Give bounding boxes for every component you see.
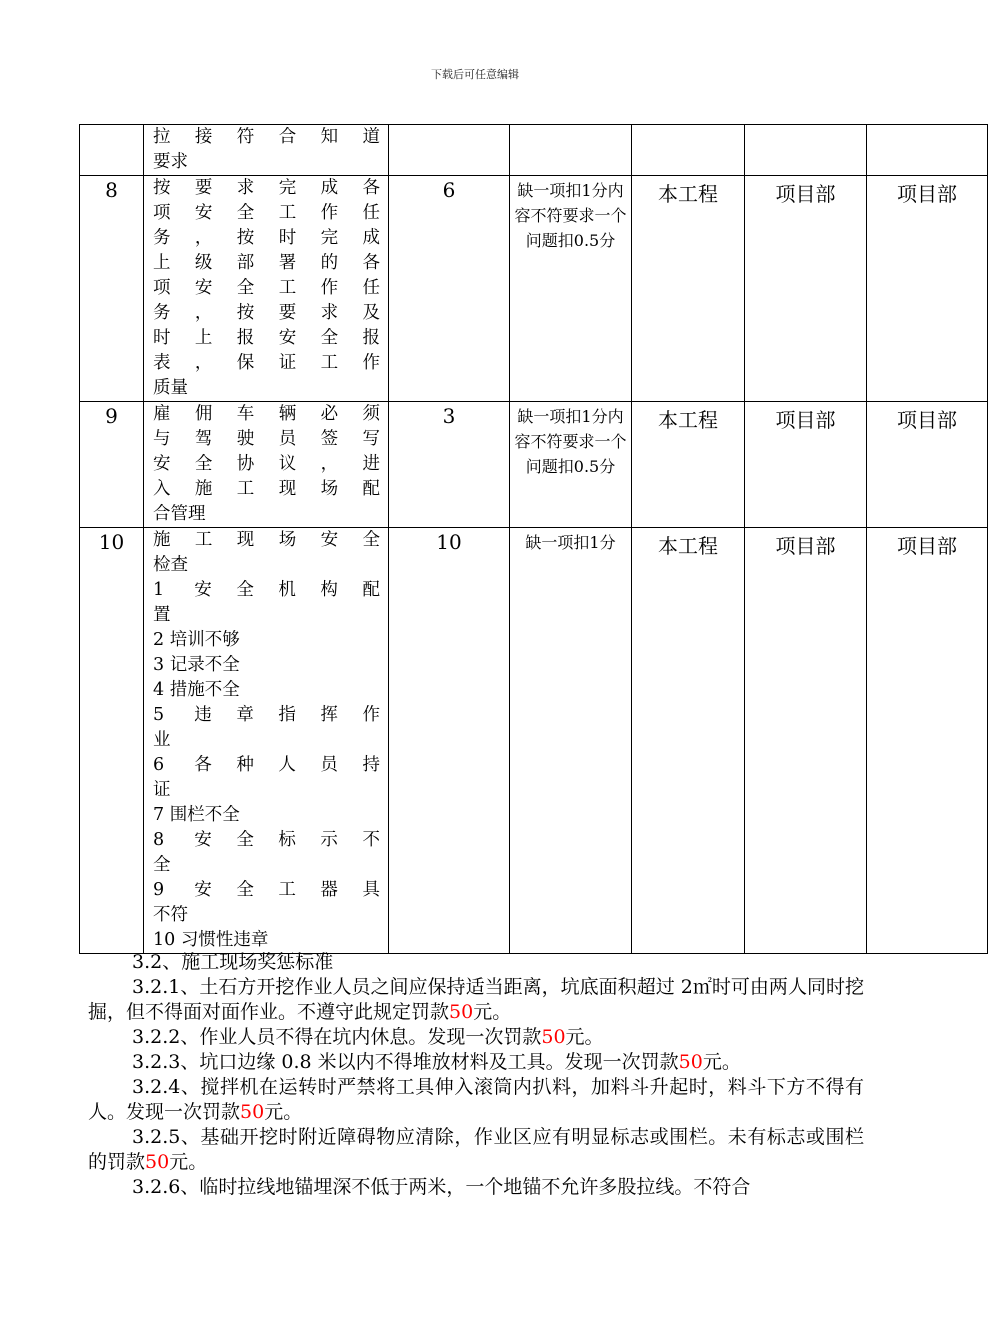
item-line: 安全协议，进 <box>153 454 380 474</box>
row-number: 8 <box>80 176 144 402</box>
rule-3-2-4: 3.2.4、搅拌机在运转时严禁将工具伸入滚筒内扒料，加料斗升起时，料斗下方不得有人。发现一次罚款50元。 <box>88 1076 864 1123</box>
item-line: 检查 <box>153 555 188 575</box>
scope-cell <box>632 125 745 176</box>
deduction-rule <box>510 125 632 176</box>
score-cell: 3 <box>389 402 510 528</box>
table-row <box>80 125 988 176</box>
fine-amount: 50 <box>240 1101 265 1123</box>
item-line: 与驾驶员签写 <box>153 429 380 449</box>
item-line: 7 围栏不全 <box>153 805 240 825</box>
rule-3-2-2: 3.2.2、作业人员不得在坑内休息。发现一次罚款50元。 <box>132 1026 604 1048</box>
deduction-rule: 缺一项扣1分内容不符要求一个问题扣0.5分 <box>510 176 632 402</box>
item-line: 上级部署的各 <box>153 253 380 273</box>
checker-cell: 项目部 <box>867 528 988 954</box>
row-number: 10 <box>80 528 144 954</box>
fine-amount: 50 <box>541 1026 566 1048</box>
responsible-cell: 项目部 <box>745 176 867 402</box>
fine-amount: 50 <box>678 1051 703 1073</box>
item-line: 合管理 <box>153 504 206 524</box>
fine-amount: 50 <box>449 1001 474 1023</box>
item-line: 项安全工作任 <box>153 278 380 298</box>
item-line: 1 安全机构配 <box>153 580 380 600</box>
responsible-cell <box>745 125 867 176</box>
item-line: 不符 <box>153 905 188 925</box>
item-line: 6 各种人员持 <box>153 755 380 775</box>
item-line: 3 记录不全 <box>153 655 240 675</box>
scope-cell: 本工程 <box>632 176 745 402</box>
rule-3-2-6: 3.2.6、临时拉线地锚埋深不低于两米，一个地锚不允许多股拉线。不符合 <box>132 1176 751 1198</box>
table-row <box>80 176 988 402</box>
item-line: 9 安全工器具 <box>153 880 380 900</box>
item-line: 入施工现场配 <box>153 479 380 499</box>
item-line: 施工现场安全 <box>153 530 380 550</box>
table-row <box>80 528 988 954</box>
item-description <box>144 528 389 954</box>
section-heading: 3.2、施工现场奖惩标准 <box>132 951 334 973</box>
item-line: 10 习惯性违章 <box>153 930 269 950</box>
item-description <box>144 176 389 402</box>
item-line: 要求 <box>153 152 188 172</box>
item-line: 2 培训不够 <box>153 630 240 650</box>
reward-penalty-section <box>88 950 864 1200</box>
item-line: 雇佣车辆必须 <box>153 404 380 424</box>
item-line: 拉接符合知道 <box>153 127 380 147</box>
item-line: 业 <box>153 730 171 750</box>
row-number: 9 <box>80 402 144 528</box>
checker-cell: 项目部 <box>867 402 988 528</box>
fine-amount: 50 <box>145 1151 170 1173</box>
row-number <box>80 125 144 176</box>
table-row <box>80 402 988 528</box>
checker-cell: 项目部 <box>867 176 988 402</box>
item-line: 5 违章指挥作 <box>153 705 380 725</box>
page-header: 下载后可任意编辑 <box>431 68 519 81</box>
item-line: 质量 <box>153 378 188 398</box>
item-line: 时上报安全报 <box>153 328 380 348</box>
item-line: 8 安全标示不 <box>153 830 380 850</box>
checker-cell <box>867 125 988 176</box>
score-cell: 10 <box>389 528 510 954</box>
item-line: 置 <box>153 605 171 625</box>
item-line: 按要求完成各 <box>153 178 380 198</box>
item-line: 务，按要求及 <box>153 303 380 323</box>
scope-cell: 本工程 <box>632 402 745 528</box>
score-cell: 6 <box>389 176 510 402</box>
item-line: 务，按时完成 <box>153 228 380 248</box>
item-line: 全 <box>153 855 171 875</box>
item-line: 4 措施不全 <box>153 680 240 700</box>
item-description <box>144 402 389 528</box>
deduction-rule: 缺一项扣1分内容不符要求一个问题扣0.5分 <box>510 402 632 528</box>
responsible-cell: 项目部 <box>745 402 867 528</box>
responsible-cell: 项目部 <box>745 528 867 954</box>
item-line: 证 <box>153 780 171 800</box>
item-line: 表，保证工作 <box>153 353 380 373</box>
deduction-rule: 缺一项扣1分 <box>510 528 632 954</box>
rule-3-2-3: 3.2.3、坑口边缘 0.8 米以内不得堆放材料及工具。发现一次罚款50元。 <box>132 1051 741 1073</box>
scope-cell: 本工程 <box>632 528 745 954</box>
score-cell <box>389 125 510 176</box>
rule-3-2-5: 3.2.5、基础开挖时附近障碍物应清除，作业区应有明显标志或围栏。未有标志或围栏的罚款50元。 <box>88 1126 864 1173</box>
item-description <box>144 125 389 176</box>
rule-3-2-1: 3.2.1、土石方开挖作业人员之间应保持适当距离，坑底面积超过 2㎡时可由两人同时挖掘，但不得面对面作业。不遵守此规定罚款50元。 <box>88 976 864 1023</box>
item-line: 项安全工作任 <box>153 203 380 223</box>
inspection-table <box>79 124 988 954</box>
